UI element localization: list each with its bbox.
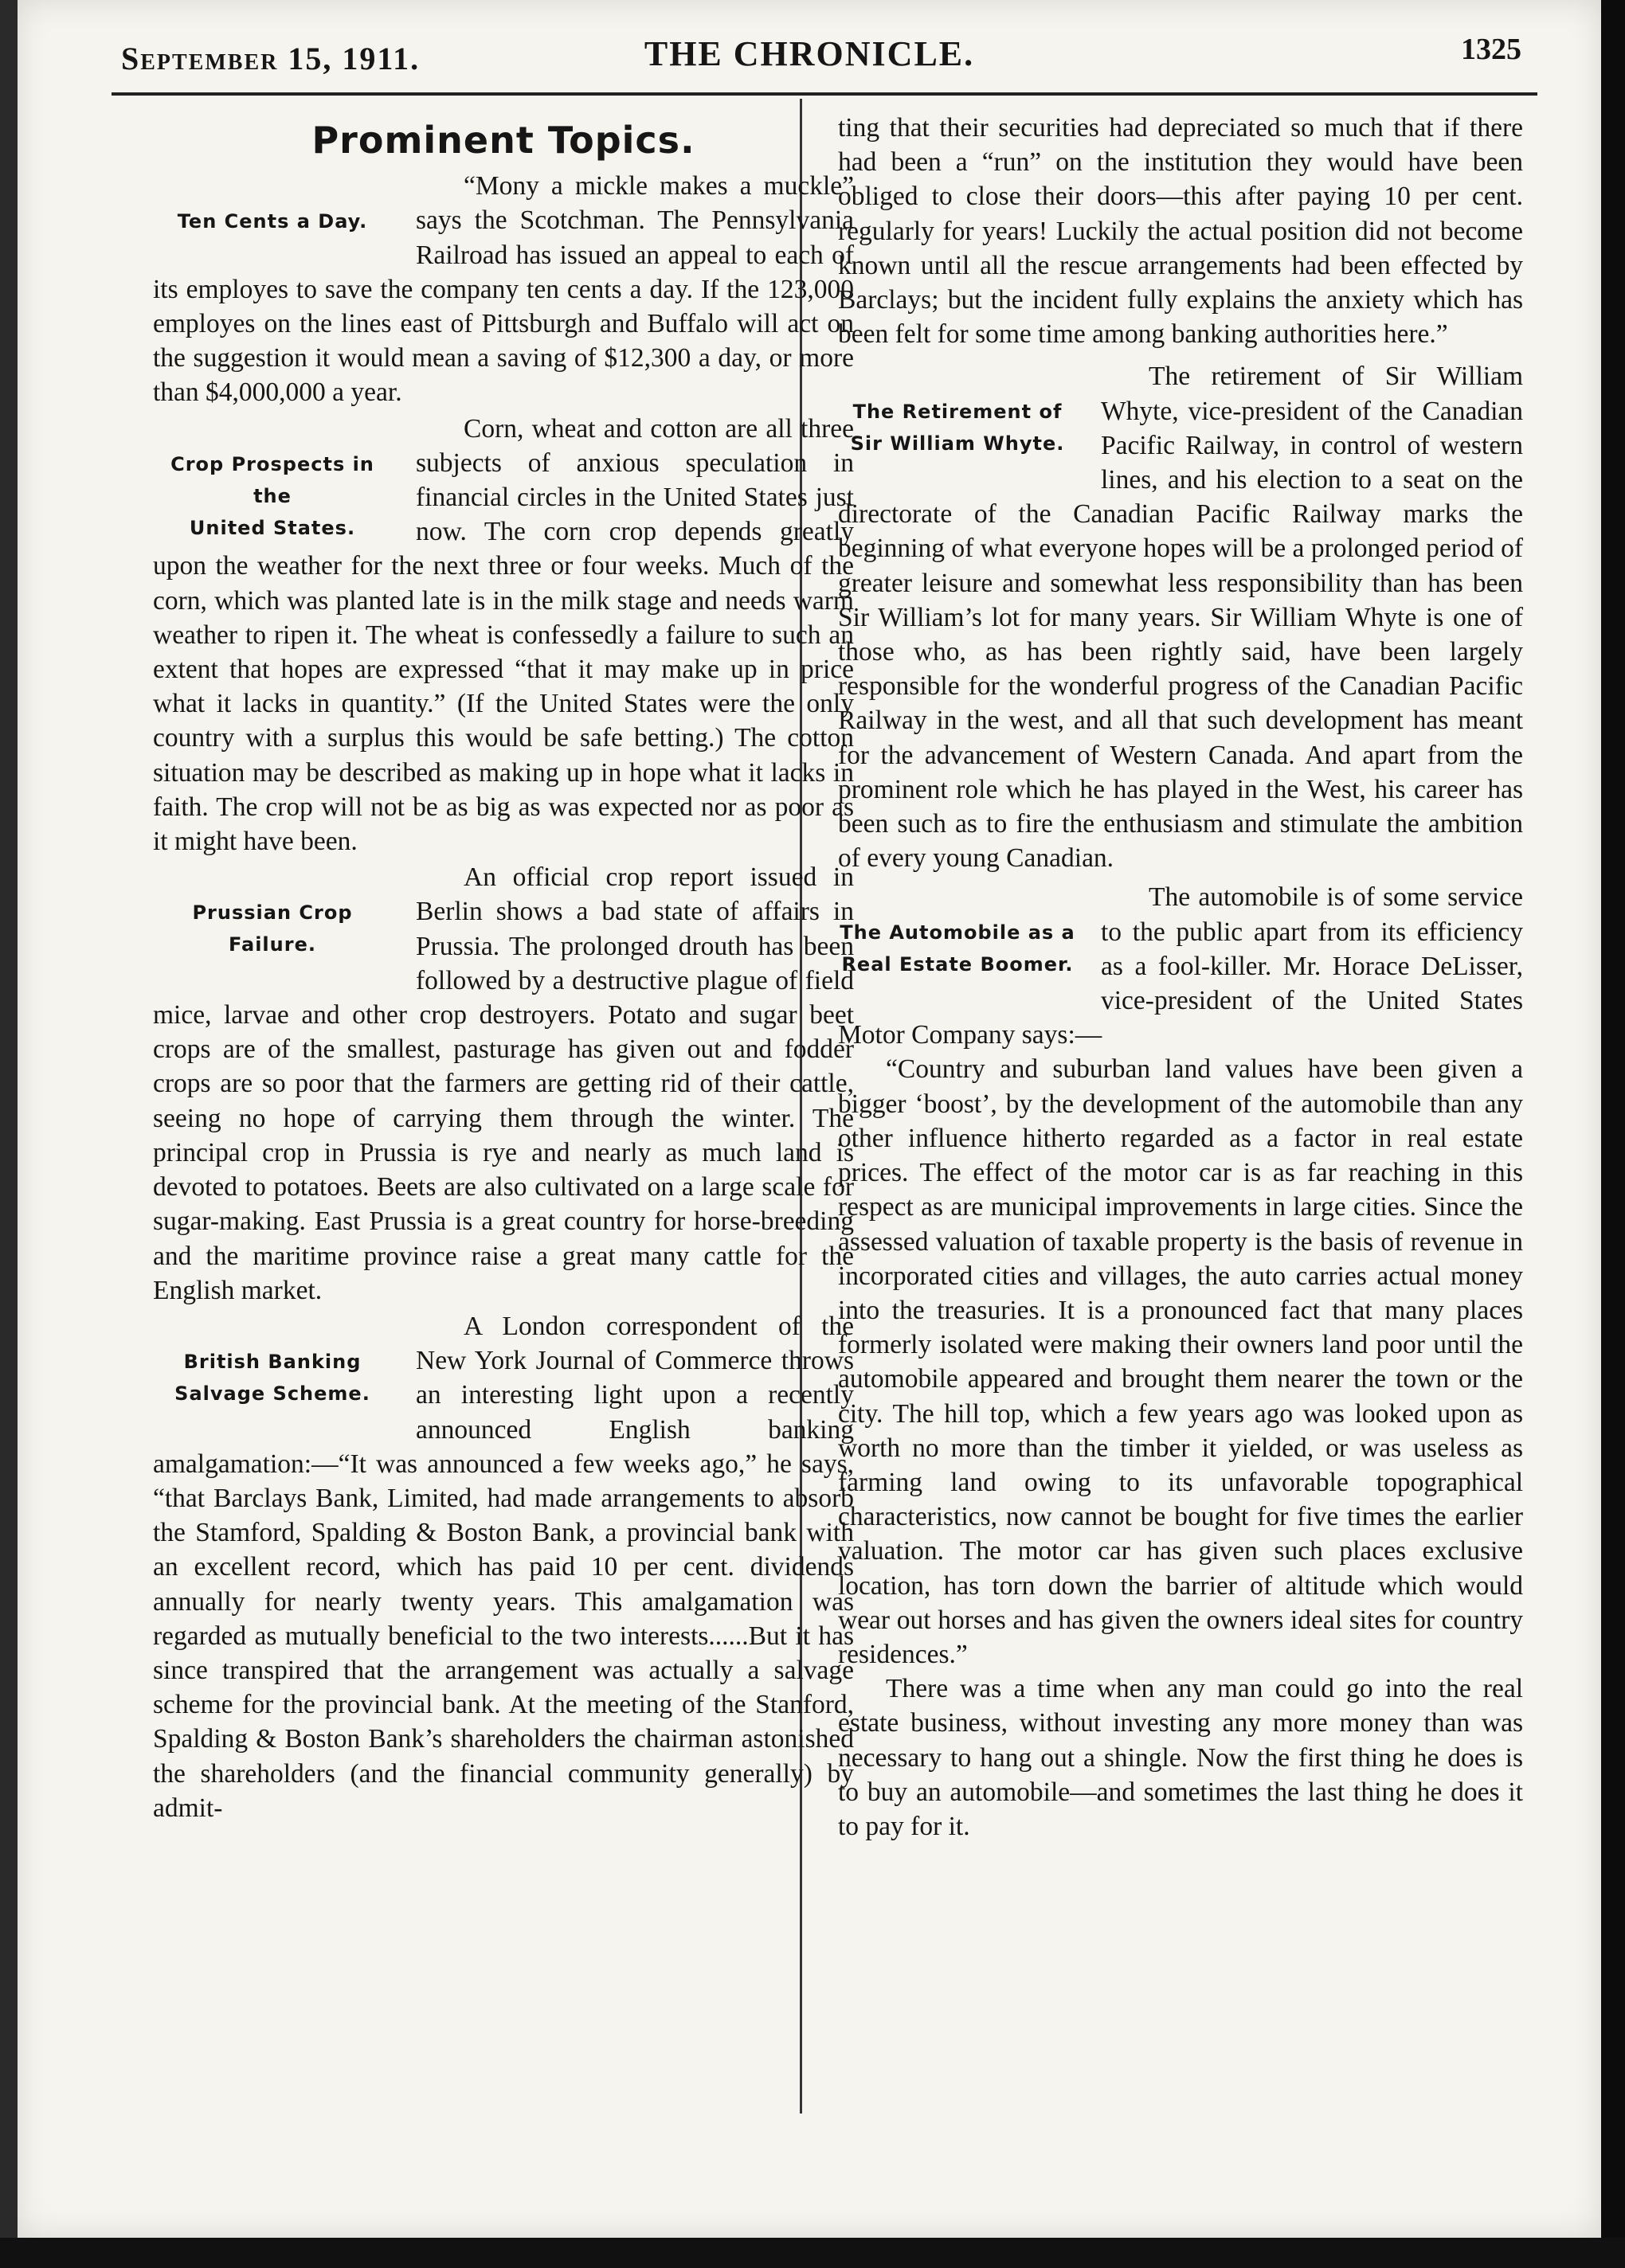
article-british-banking — [153, 1309, 854, 1825]
newspaper-page — [18, 0, 1601, 2238]
heading-line: The Automobile as a — [840, 921, 1075, 944]
heading-line: Salvage Scheme. — [174, 1382, 370, 1405]
article-text: “Mony a mickle makes a muckle” says the Scotchman. The Pennsylvania Railroad has issued an appeal to each of its employes to save the company ten cents a day. If the 123,000 employes on the lines east of Pittsburgh and Buffalo will act on the suggestion it would mean a saving of $12,300 a day, or more than $4,000,000 a year. — [153, 171, 854, 408]
article-text: Corn, wheat and cotton are all three subjects of anxious speculation in financial circles in the United States just now. The corn crop depends greatly upon the weather for the next three or four weeks. Much of the corn, which was planted late is in the milk stage and needs warm weather to ripen it. The wheat is confessedly a failure to such an extent that hopes are expressed “that it may make up in price what it lacks in quantity.” (If the United States were the only country with a surplus this would be safe betting.) The cotton situation may be described as making up in hope what it lacks in faith. The crop will not be as big as was expected nor as poor as it might have been. — [153, 413, 854, 857]
article-prussian-crop — [153, 860, 854, 1308]
left-column — [153, 100, 854, 1825]
article-crop-prospects — [153, 412, 854, 859]
header-rule — [112, 92, 1537, 96]
article-heading — [153, 448, 392, 544]
article-heading — [838, 917, 1077, 980]
heading-line: Sir William Whyte. — [850, 432, 1065, 456]
header-date: September 15, 1911. — [121, 41, 421, 76]
article-whyte-retirement — [838, 359, 1523, 875]
article-ten-cents — [153, 169, 854, 409]
page-header — [18, 29, 1601, 84]
right-column — [838, 100, 1523, 1844]
heading-line: Real Estate Boomer. — [841, 953, 1074, 976]
scan-bottom-edge — [0, 2238, 1625, 2268]
article-heading — [153, 205, 392, 237]
continued-text: ting that their securities had depreciated so much that if there had been a “run” on the institution they would have been obliged to close their doors—this after paying 10 per cent. regularly for years! Luckily the actual position did not become known until all the rescue arrangements had been effected by Barclays; but the incident fully explains the anxiety which has been felt for some time among banking authorities here.” — [838, 113, 1523, 350]
section-title: Prominent Topics. — [311, 119, 695, 162]
scan-right-edge — [1601, 0, 1625, 2268]
heading-line: United States. — [189, 516, 356, 539]
article-heading — [153, 897, 392, 960]
heading-line: Prussian Crop — [192, 901, 353, 925]
header-title: THE CHRONICLE. — [644, 34, 975, 73]
heading-line: British Banking — [183, 1350, 362, 1373]
article-heading — [153, 1346, 392, 1410]
article-text: The automobile is of some service to the public apart from its efficiency as a fool-killer. Mr. Horace DeLisser, vice-president of the United States Motor Company says:— — [838, 882, 1523, 1050]
article-heading — [838, 396, 1077, 459]
heading-line: Ten Cents a Day. — [177, 210, 368, 233]
article-text: A London correspondent of the New York Journal of Commerce throws an interesting light upon a recently announced English banking amalgamation:—“It was announced a few weeks ago,” he says, “that Barclays Bank, Limited, had made arrangements to absorb the Stamford, Spalding & Boston Bank, a provincial bank with an excellent record, which has paid 10 per cent. dividends annually for nearly twenty years. This amalgamation was regarded as mutually beneficial to the two interests......But it has since transpired that the arrangement was actually a salvage scheme for the provincial bank. At the meeting of the Stanford, Spalding & Boston Bank’s shareholders the chairman astonished the shareholders (and the financial community generally) by admit- — [153, 1311, 854, 1823]
article-quote: “Country and suburban land values have been given a bigger ‘boost’, by the development of the automobile than any other influence hitherto regarded as a factor in real estate prices. The effect of the motor car is as far reaching in this respect as are municipal improvements in large cities. Since the assessed valuation of taxable property is the basis of revenue in incorporated cities and villages, the auto carries actual money into the treasuries. It is a pronounced fact that many places formerly isolated were making their owners land poor until the automobile appeared and brought them nearer the town or the city. The hill top, which a few years ago was looked upon as worth no more than the timber it yielded, or was useless as farming land owing to its unfavorable topographical characteristics, now cannot be bought for five times the earlier valuation. The motor car has given such places exclusive location, has torn down the barrier of altitude which would wear out horses and has given the owners ideal sites for country residences.” — [838, 1054, 1523, 1669]
article-text: The retirement of Sir William Whyte, vice-president of the Canadian Pacific Railway, in control of western lines, and his election to a seat on the directorate of the Canadian Pacific Railway marks the beginning of what everyone hopes will be a prolonged period of greater leisure and somewhat less responsibility than has been Sir William’s lot for many years. Sir William Whyte is one of those who, as has been rightly said, have been largely responsible for the wonderful progress of the Canadian Pacific Railway in the west, and all that such development has meant for the advancement of Western Canada. And apart from the prominent role which he has played in the West, his career has been such as to fire the enthusiasm and stimulate the ambition of every young Canadian. — [838, 362, 1523, 874]
article-automobile — [838, 880, 1523, 1844]
heading-line: Crop Prospects in the — [170, 452, 374, 507]
article-text: There was a time when any man could go into the real estate business, without investing any more money than was necessary to hang out a shingle. Now the first thing he does is to buy an automobile—and sometimes the last thing he does it to pay for it. — [838, 1674, 1523, 1841]
scan-left-edge — [0, 0, 18, 2268]
page-number: 1325 — [1461, 33, 1521, 66]
heading-line: The Retirement of — [852, 401, 1063, 424]
heading-line: Failure. — [229, 933, 316, 956]
article-text: An official crop report issued in Berlin shows a bad state of affairs in Prussia. The prolonged drouth has been followed by a destructive plague of field mice, larvae and other crop destroyers. Potato and sugar beet crops are of the smallest, pasturage has given out and fodder crops are so poor that the farmers are getting rid of their cattle, seeing no hope of carrying them through the winter. The principal crop in Prussia is rye and nearly as much land is devoted to potatoes. Beets are also cultivated on a large scale for sugar-making. East Prussia is a great country for horse-breeding and the maritime province raise a great many cattle for the English market. — [153, 862, 854, 1305]
